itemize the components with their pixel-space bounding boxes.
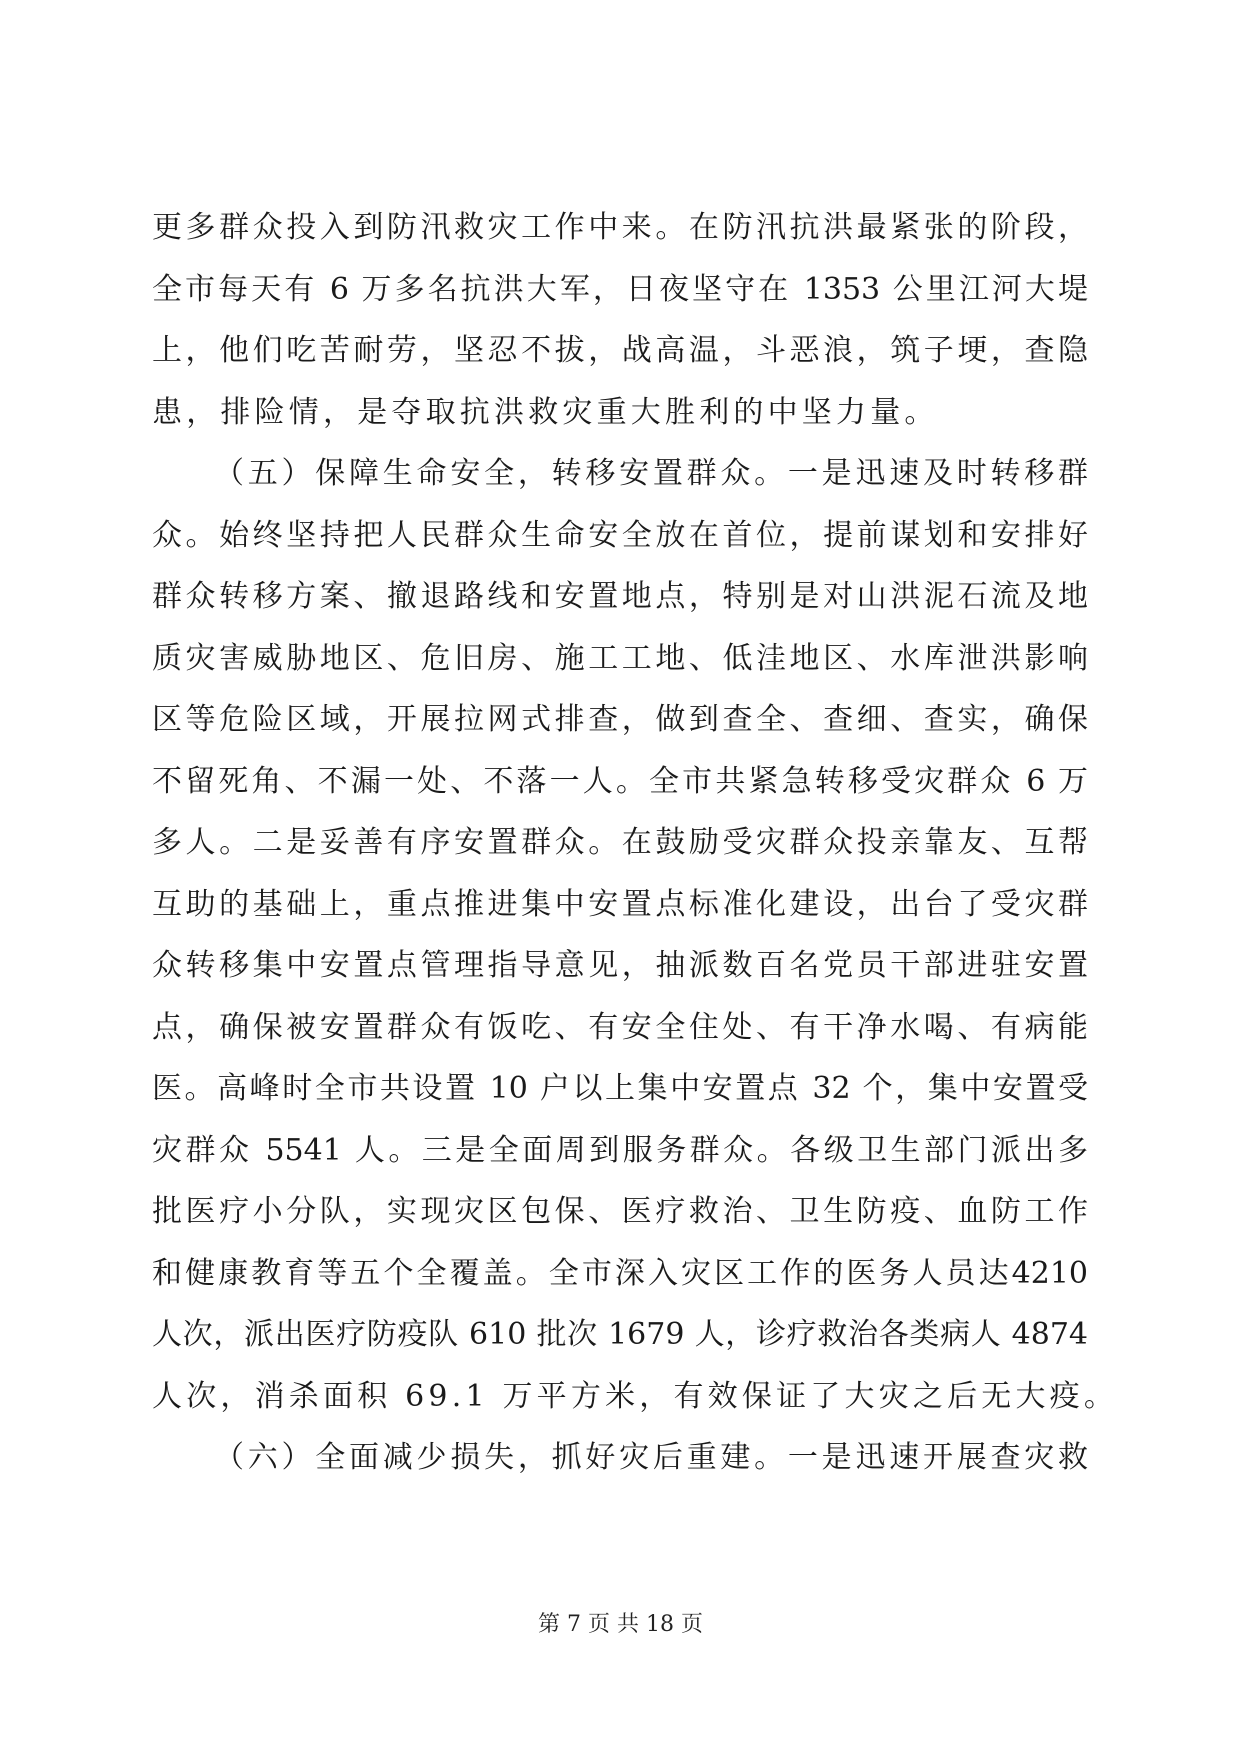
text-line-9: 区等危险区域，开展拉网式排查，做到查全、查细、查实，确保	[152, 702, 1088, 737]
text-line-10: 不留死角、不漏一处、不落一人。全市共紧急转移受灾群众 6 万	[152, 763, 1088, 799]
page-footer: 第 7 页 共 18 页	[538, 1612, 703, 1637]
body-text	[152, 197, 1119, 1489]
text-line-14: 点，确保被安置群众有饭吃、有安全住处、有干净水喝、有病能	[152, 1009, 1088, 1045]
text-line-2: 全市每天有 6 万多名抗洪大军，日夜坚守在 1353 公里江河大堤	[152, 271, 1088, 307]
text-line-15: 医。高峰时全市共设置 10 户以上集中安置点 32 个，集中安置受	[152, 1071, 1088, 1106]
text-line-13: 众转移集中安置点管理指导意见，抽派数百名党员干部进驻安置	[152, 948, 1088, 983]
text-line-18: 和健康教育等五个全覆盖。全市深入灾区工作的医务人员达4210	[152, 1255, 1088, 1291]
text-line-21: （六）全面减少损失，抓好灾后重建。一是迅速开展查灾救	[214, 1440, 1088, 1475]
text-line-7: 群众转移方案、撤退路线和安置地点，特别是对山洪泥石流及地	[152, 579, 1088, 614]
text-line-8: 质灾害威胁地区、危旧房、施工工地、低洼地区、水库泄洪影响	[152, 640, 1088, 676]
text-line-1: 更多群众投入到防汛救灾工作中来。在防汛抗洪最紧张的阶段，	[152, 210, 1088, 245]
text-line-20: 人次，消杀面积 69.1 万平方米，有效保证了大灾之后无大疫。	[152, 1378, 1119, 1414]
text-line-17: 批医疗小分队，实现灾区包保、医疗救治、卫生防疫、血防工作	[152, 1194, 1088, 1229]
text-line-3: 上，他们吃苦耐劳，坚忍不拔，战高温，斗恶浪，筑子埂，查隐	[152, 333, 1088, 368]
text-line-16: 灾群众 5541 人。三是全面周到服务群众。各级卫生部门派出多	[152, 1132, 1088, 1168]
text-line-6: 众。始终坚持把人民群众生命安全放在首位，提前谋划和安排好	[152, 517, 1088, 553]
text-line-19: 人次，派出医疗防疫队 610 批次 1679 人，诊疗救治各类病人 4874	[152, 1317, 1088, 1352]
text-line-4: 患，排险情，是夺取抗洪救灾重大胜利的中坚力量。	[152, 394, 939, 430]
text-line-5: （五）保障生命安全，转移安置群众。一是迅速及时转移群	[214, 456, 1088, 491]
text-line-12: 互助的基础上，重点推进集中安置点标准化建设，出台了受灾群	[152, 886, 1088, 922]
text-line-11: 多人。二是妥善有序安置群众。在鼓励受灾群众投亲靠友、互帮	[152, 825, 1088, 860]
